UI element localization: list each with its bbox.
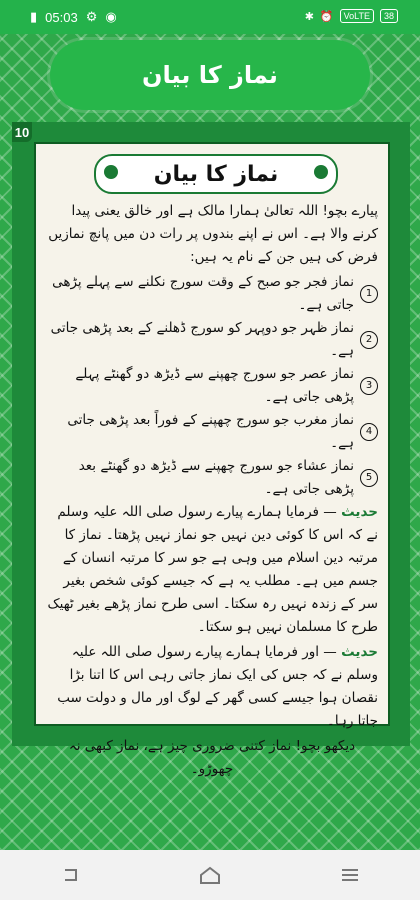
- ornament-left-icon: [104, 165, 118, 179]
- intro-paragraph: پیارے بچو! اللہ تعالیٰ ہمارا مالک ہے اور خالق یعنی پیدا کرنے والا ہے۔ اس نے اپنے بندوں پر رات دن میں پانچ نمازیں فرض کی ہیں جن کے نام یہ ہیں:: [48, 203, 378, 265]
- app-title: نماز کا بیان: [142, 61, 278, 89]
- closing-text: دیکھو بچو! نماز کتنی ضروری چیز ہے، نماز کبھی نہ چھوڑو۔: [68, 738, 356, 777]
- prayer-text: نماز فجر جو صبح کے وقت سورج نکلنے سے پہلے پڑھی جاتی ہے۔: [52, 274, 354, 313]
- prayer-number: 4: [360, 423, 378, 441]
- prayer-text: نماز عشاء جو سورج چھپنے سے ڈیڑھ دو گھنٹے بعد پڑھی جاتی ہے۔: [78, 458, 354, 497]
- bluetooth-icon: ✱: [304, 10, 314, 23]
- prayer-number: 2: [360, 331, 378, 349]
- page-body: [46, 200, 378, 783]
- page-number: 10: [12, 122, 32, 142]
- prayer-number: 5: [360, 469, 378, 487]
- volte-badge: VoLTE: [340, 9, 374, 23]
- page-frame: [34, 142, 390, 777]
- hadith-text-1: فرمایا ہمارے پیارے رسول صلی اللہ علیہ وسلم نے کہ اس کا کوئی دین نہیں جو نماز نہیں پڑھتا۔ نماز کا مرتبہ دین اسلام میں وہی ہے جو سر کا مرتبہ انسان کے جسم میں ہے۔ مطلب یہ ہے کہ جیسے کوئی شخص بغیر سر کے زندہ نہیں رہ سکتا۔ اسی طرح نماز پڑھے بغیر ٹھیک طرح کا مسلمان نہیں ہو سکتا۔: [47, 504, 378, 635]
- prayer-item: [46, 409, 378, 455]
- page-heading-ornament: [94, 154, 338, 194]
- back-icon[interactable]: [55, 863, 85, 887]
- status-time: 05:03: [45, 9, 78, 25]
- hadith-label: حدیث: [341, 504, 378, 520]
- menu-icon[interactable]: [335, 863, 365, 887]
- hadith-paragraph-2: حدیث — اور فرمایا ہمارے پیارے رسول صلی اللہ علیہ وسلم نے کہ جس کی ایک نماز جاتی رہی اس کا اتنا بڑا نقصان ہوا جیسے کسی گھر کے لوگ اور مال و دولت سب جاتا رہا۔: [57, 644, 378, 729]
- battery-indicator: 38: [380, 9, 398, 23]
- signal-icon: ▮: [30, 9, 38, 24]
- prayer-item: [46, 317, 378, 363]
- app-title-bar: [50, 40, 370, 110]
- page-heading: نماز کا بیان: [153, 161, 279, 187]
- prayer-text: نماز عصر جو سورج چھپنے سے ڈیڑھ دو گھنٹے پہلے پڑھی جاتی ہے۔: [75, 366, 354, 405]
- notification-icon: ◉: [105, 9, 117, 24]
- prayer-item: [46, 363, 378, 409]
- prayer-text: نماز ظہر جو دوپہر کو سورج ڈھلنے کے بعد پڑھی جاتی ہے۔: [50, 320, 354, 359]
- settings-icon: ⚙: [85, 9, 98, 24]
- system-nav-bar: [0, 850, 420, 900]
- hadith-text-2: اور فرمایا ہمارے پیارے رسول صلی اللہ علیہ وسلم نے کہ جس کی ایک نماز جاتی رہی اس کا اتنا بڑا نقصان ہوا جیسے کسی گھر کے لوگ اور مال و دولت سب جاتا رہا۔: [57, 644, 378, 729]
- ornament-right-icon: [314, 165, 328, 179]
- prayer-text: نماز مغرب جو سورج چھپنے کے فوراً بعد پڑھی جاتی ہے۔: [67, 412, 354, 451]
- prayer-number: 3: [360, 377, 378, 395]
- hadith-label: حدیث: [341, 644, 378, 660]
- book-page: [12, 122, 410, 777]
- prayer-item: [46, 271, 378, 317]
- prayer-item: [46, 455, 378, 501]
- alarm-icon: ⏰: [319, 10, 334, 23]
- home-icon[interactable]: [195, 863, 225, 887]
- prayer-number: 1: [360, 285, 378, 303]
- hadith-paragraph-1: حدیث — فرمایا ہمارے پیارے رسول صلی اللہ علیہ وسلم نے کہ اس کا کوئی دین نہیں جو نماز نہیں پڑھتا۔ نماز کا مرتبہ دین اسلام میں وہی ہے جو سر کا مرتبہ انسان کے جسم میں ہے۔ مطلب یہ ہے کہ جیسے کوئی شخص بغیر سر کے زندہ نہیں رہ سکتا۔ اسی طرح نماز پڑھے بغیر ٹھیک طرح کا مسلمان نہیں ہو سکتا۔: [47, 504, 378, 635]
- status-bar: [0, 0, 420, 34]
